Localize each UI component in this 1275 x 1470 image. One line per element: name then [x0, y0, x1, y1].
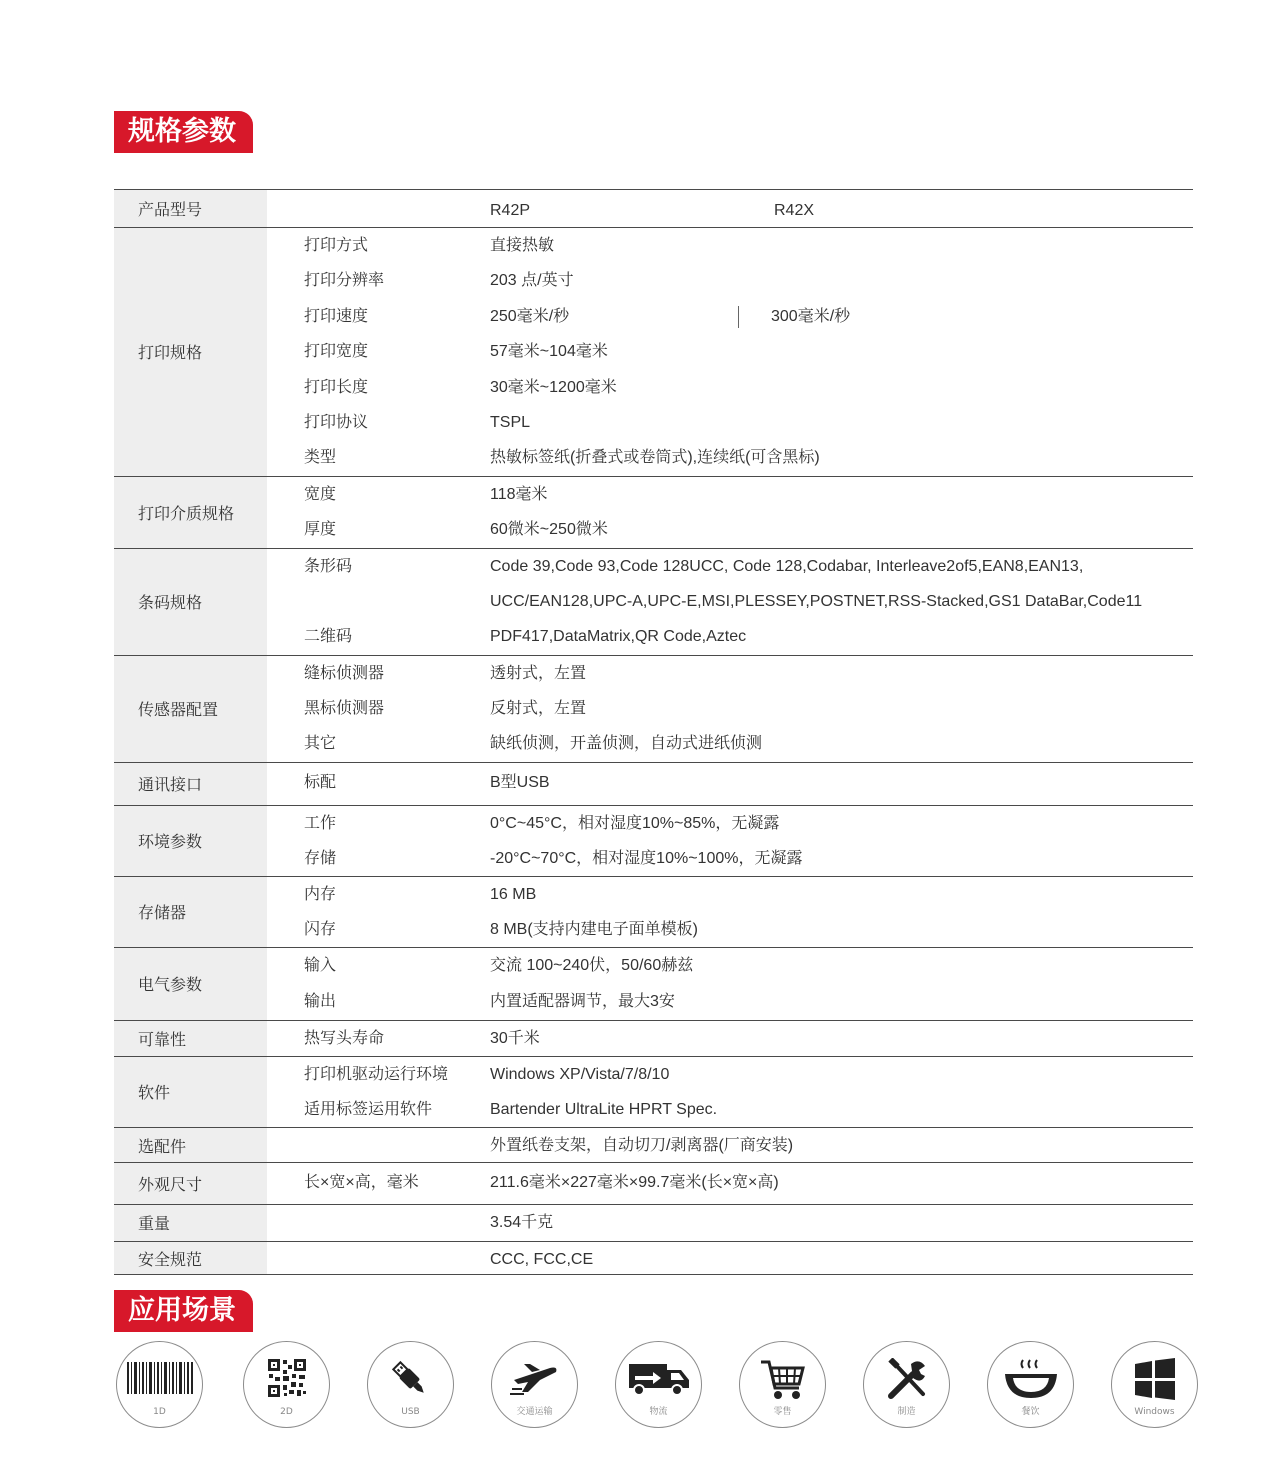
spec-value: 内置适配器调节，最大3安: [490, 992, 675, 1010]
spec-row: [267, 440, 1193, 475]
spec-group: [114, 477, 1193, 549]
table-header-row: [114, 190, 1193, 228]
group-category: 条码规格: [114, 549, 267, 655]
spec-value: 热敏标签纸(折叠式或卷筒式),连续纸(可含黑标): [490, 449, 820, 467]
spec-row: [267, 619, 1193, 654]
caption-retail: 零售: [773, 1407, 792, 1417]
group-category: 存储器: [114, 877, 267, 947]
spec-row: [267, 1021, 1193, 1056]
spec-label: 输入: [304, 956, 337, 974]
tools-icon: [885, 1358, 929, 1402]
spec-label: 打印方式: [304, 237, 369, 254]
scene-retail: [739, 1341, 826, 1428]
group-category: 外观尺寸: [114, 1163, 267, 1204]
group-category: 安全规范: [114, 1242, 267, 1275]
spec-value: 250毫米/秒: [490, 307, 570, 325]
spec-row: [267, 656, 1193, 691]
spec-label: 打印速度: [304, 307, 369, 325]
spec-label: 条形码: [304, 557, 353, 575]
spec-value: 透射式，左置: [490, 664, 587, 682]
caption-manufacturing: 制造: [897, 1407, 916, 1417]
caption-2d: 2D: [280, 1407, 293, 1417]
model-r42x: R42X: [774, 202, 815, 219]
spec-group: [114, 1021, 1193, 1057]
scene-1d: [116, 1341, 203, 1428]
scene-icons: [116, 1341, 1200, 1429]
spec-row: [267, 1092, 1193, 1127]
spec-label: 热写头寿命: [304, 1029, 385, 1047]
usb-icon: [389, 1358, 433, 1402]
spec-row: [267, 1205, 1193, 1241]
spec-label: 打印协议: [304, 413, 369, 431]
shopping-cart-icon: [759, 1358, 807, 1402]
group-category: 软件: [114, 1057, 267, 1127]
spec-row: [267, 334, 1193, 369]
spec-value: 直接热敏: [490, 237, 555, 254]
spec-group: [114, 1128, 1193, 1164]
caption-usb: USB: [401, 1407, 420, 1417]
scene-usb: [367, 1341, 454, 1428]
group-category: 选配件: [114, 1128, 267, 1163]
spec-value: Bartender UltraLite HPRT Spec.: [490, 1100, 718, 1118]
group-category: 打印规格: [114, 228, 267, 476]
group-category: 打印介质规格: [114, 477, 267, 548]
group-category: 传感器配置: [114, 656, 267, 762]
spec-row: [267, 984, 1193, 1020]
qrcode-2d-icon: [267, 1358, 307, 1398]
spec-row: [267, 584, 1193, 619]
spec-value: 缺纸侦测，开盖侦测，自动式进纸侦测: [490, 735, 763, 753]
caption-1d: 1D: [153, 1407, 166, 1417]
scene-manufacturing: [863, 1341, 950, 1428]
spec-value: -20°C~70°C，相对湿度10%~100%，无凝露: [490, 849, 803, 867]
spec-row: [267, 691, 1193, 726]
spec-value: 3.54千克: [490, 1213, 554, 1231]
spec-row: [267, 726, 1193, 761]
spec-value: Windows XP/Vista/7/8/10: [490, 1065, 670, 1083]
spec-label: 类型: [304, 449, 337, 467]
spec-value: 203 点/英寸: [490, 272, 574, 290]
spec-row: [267, 1128, 1193, 1163]
spec-group: [114, 1205, 1193, 1242]
spec-label: 长×宽×高，毫米: [304, 1174, 419, 1192]
spec-row: [267, 228, 1193, 263]
spec-value: 60微米~250微米: [490, 521, 608, 539]
spec-value: 57毫米~104毫米: [490, 343, 608, 361]
spec-group: [114, 228, 1193, 477]
scene-windows: [1111, 1341, 1198, 1428]
caption-transport: 交通运输: [516, 1407, 553, 1417]
spec-table: [114, 189, 1193, 1275]
group-category: 通讯接口: [114, 763, 267, 805]
spec-row: [267, 765, 1193, 805]
group-category: 重量: [114, 1205, 267, 1241]
spec-group: [114, 549, 1193, 656]
spec-row: [267, 1242, 1193, 1275]
spec-row: [267, 299, 1193, 334]
spec-label: 内存: [304, 885, 337, 903]
spec-label: 厚度: [304, 521, 337, 539]
spec-group: [114, 806, 1193, 877]
airplane-icon: [510, 1358, 560, 1398]
spec-label: 打印机驱动运行环境: [304, 1065, 449, 1083]
spec-label: 存储: [304, 849, 337, 867]
spec-label: 输出: [304, 992, 337, 1010]
spec-group: [114, 656, 1193, 763]
header-category: 产品型号: [114, 190, 267, 227]
spec-value: TSPL: [490, 413, 531, 431]
spec-value: 30毫米~1200毫米: [490, 378, 617, 396]
spec-row: [267, 948, 1193, 984]
spec-value: 118毫米: [490, 485, 548, 503]
spec-row: [267, 370, 1193, 405]
caption-catering: 餐饮: [1021, 1407, 1040, 1417]
spec-value: B型USB: [490, 773, 550, 791]
spec-label: 标配: [304, 773, 337, 791]
spec-label: 宽度: [304, 485, 337, 503]
spec-row: [267, 841, 1193, 876]
spec-group: [114, 1057, 1193, 1128]
spec-row: [267, 1057, 1193, 1092]
spec-row: [267, 1165, 1193, 1204]
spec-row: [267, 912, 1193, 947]
spec-label: 适用标签运用软件: [304, 1100, 433, 1118]
spec-value: 0°C~45°C，相对湿度10%~85%，无凝露: [490, 814, 780, 832]
spec-value: 211.6毫米×227毫米×99.7毫米(长×宽×高): [490, 1174, 779, 1192]
spec-label: 打印分辨率: [304, 272, 385, 290]
scene-2d: [243, 1341, 330, 1428]
spec-value: PDF417,DataMatrix,QR Code,Aztec: [490, 628, 747, 646]
spec-label: 工作: [304, 814, 337, 832]
spec-label: 黑标侦测器: [304, 700, 385, 718]
spec-row: [267, 549, 1193, 584]
spec-value-r42x: 300毫米/秒: [771, 307, 851, 325]
spec-value: 30千米: [490, 1029, 540, 1047]
spec-group: [114, 763, 1193, 806]
spec-value: 反射式，左置: [490, 700, 587, 718]
spec-value: 交流 100~240伏，50/60赫兹: [490, 956, 694, 974]
scene-transport: [491, 1341, 578, 1428]
scene-logistics: [615, 1341, 702, 1428]
spec-group: [114, 877, 1193, 948]
spec-value: 外置纸卷支架，自动切刀/剥离器(厂商安装): [490, 1136, 794, 1154]
spec-row: [267, 877, 1193, 912]
spec-group: [114, 1242, 1193, 1276]
group-category: 环境参数: [114, 806, 267, 876]
scene-catering: [987, 1341, 1074, 1428]
group-category: 可靠性: [114, 1021, 267, 1056]
spec-label: 打印宽度: [304, 343, 369, 361]
spec-label: 二维码: [304, 628, 353, 646]
spec-row: [267, 512, 1193, 547]
windows-icon: [1133, 1358, 1177, 1400]
spec-value: 16 MB: [490, 885, 537, 903]
caption-logistics: 物流: [649, 1407, 668, 1417]
spec-label: 打印长度: [304, 378, 369, 396]
spec-value: 8 MB(支持内建电子面单模板): [490, 920, 699, 938]
value-separator: [738, 306, 739, 328]
truck-icon: [627, 1358, 691, 1398]
spec-group: [114, 948, 1193, 1021]
scene-section-title: 应用场景: [114, 1290, 253, 1332]
model-r42p: R42P: [490, 202, 531, 219]
spec-value: Code 39,Code 93,Code 128UCC, Code 128,Codabar, Interleave2of5,EAN8,EAN13,: [490, 557, 1084, 575]
spec-row: [267, 263, 1193, 298]
spec-row: [267, 405, 1193, 440]
barcode-1d-icon: [125, 1358, 195, 1398]
spec-row: [267, 806, 1193, 841]
spec-section-title: 规格参数: [114, 111, 253, 153]
bowl-icon: [1003, 1358, 1059, 1402]
spec-value: UCC/EAN128,UPC-A,UPC-E,MSI,PLESSEY,POSTNET,RSS-Stacked,GS1 DataBar,Code11: [490, 592, 1143, 610]
group-category: 电气参数: [114, 948, 267, 1020]
spec-value: CCC, FCC,CE: [490, 1250, 594, 1268]
caption-windows: Windows: [1134, 1407, 1175, 1417]
spec-label: 闪存: [304, 920, 337, 938]
spec-row: [267, 477, 1193, 512]
spec-group: [114, 1163, 1193, 1205]
spec-label: 其它: [304, 735, 337, 753]
spec-label: 缝标侦测器: [304, 664, 385, 682]
